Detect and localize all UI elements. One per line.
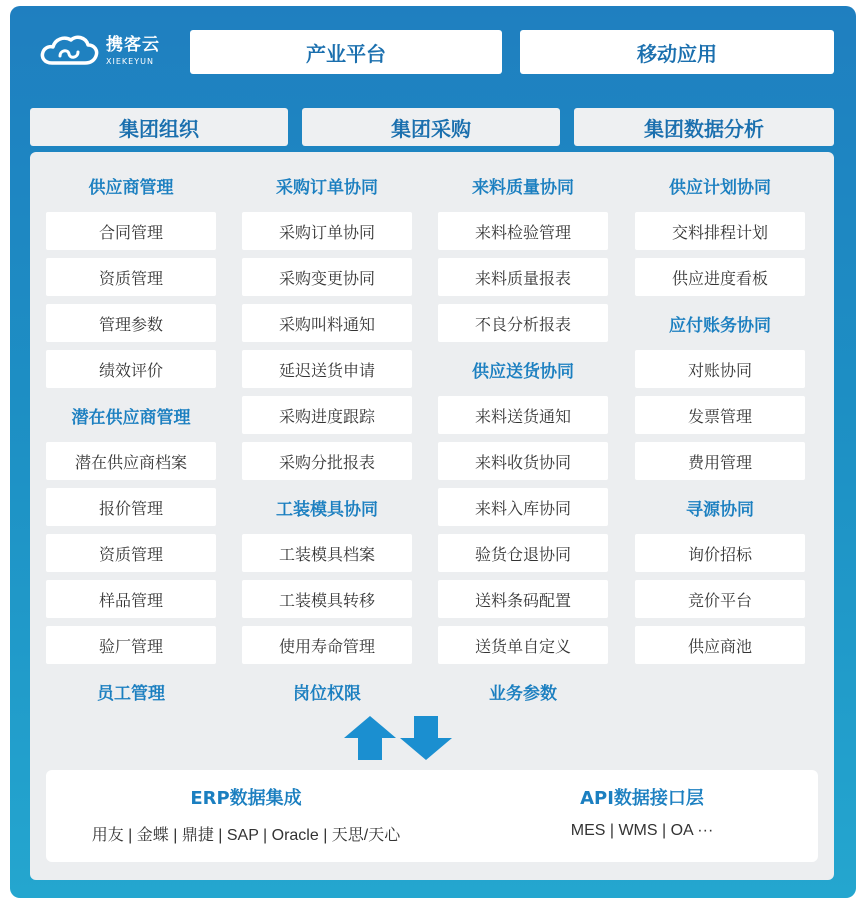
logo-name: 携客云 — [106, 34, 160, 55]
module-heading: 来料质量协同 — [472, 177, 574, 198]
module-item[interactable]: 询价招标 — [635, 534, 805, 572]
module-heading: 供应商管理 — [88, 177, 174, 198]
module-item[interactable]: 送料条码配置 — [438, 580, 608, 618]
module-item[interactable]: 采购进度跟踪 — [242, 396, 412, 434]
module-item[interactable]: 工装模具档案 — [242, 534, 412, 572]
module-heading: 岗位权限 — [293, 683, 361, 704]
module-item[interactable]: 对账协同 — [635, 350, 805, 388]
module-item[interactable]: 工装模具转移 — [242, 580, 412, 618]
module-item[interactable]: 采购分批报表 — [242, 442, 412, 480]
api-systems-list: MES | WMS | OA ··· — [570, 822, 714, 839]
erp-systems-list: 用友 | 金蝶 | 鼎捷 | SAP | Oracle | 天思/天心 — [91, 827, 401, 844]
module-item[interactable]: 发票管理 — [635, 396, 805, 434]
module-heading: 寻源协同 — [686, 499, 754, 520]
module-heading: 供应送货协同 — [472, 361, 574, 382]
module-item[interactable]: 验货仓退协同 — [438, 534, 608, 572]
group-data-analysis-button[interactable]: 集团数据分析 — [574, 108, 834, 146]
module-item[interactable]: 管理参数 — [46, 304, 216, 342]
cloud-logo-icon — [38, 32, 100, 70]
module-item[interactable]: 来料检验管理 — [438, 212, 608, 250]
group-procurement-button[interactable]: 集团采购 — [302, 108, 560, 146]
module-heading: 业务参数 — [489, 683, 557, 704]
module-column — [438, 166, 608, 718]
up-arrow-icon — [344, 716, 396, 760]
module-item[interactable]: 采购订单协同 — [242, 212, 412, 250]
module-item[interactable]: 使用寿命管理 — [242, 626, 412, 664]
module-heading: 供应计划协同 — [669, 177, 771, 198]
module-item[interactable]: 报价管理 — [46, 488, 216, 526]
module-item[interactable]: 来料入库协同 — [438, 488, 608, 526]
mobile-app-button[interactable]: 移动应用 — [520, 30, 834, 74]
api-layer-title: API数据接口层 — [580, 788, 704, 809]
logo-subtitle: XIEKEYUN — [106, 56, 154, 66]
module-column — [242, 166, 412, 718]
logo — [38, 26, 188, 76]
module-item[interactable]: 潜在供应商档案 — [46, 442, 216, 480]
module-item[interactable]: 延迟送货申请 — [242, 350, 412, 388]
module-item[interactable]: 资质管理 — [46, 258, 216, 296]
module-item[interactable]: 来料质量报表 — [438, 258, 608, 296]
module-heading: 采购订单协同 — [276, 177, 378, 198]
integration-panel — [46, 770, 818, 862]
module-item[interactable]: 供应进度看板 — [635, 258, 805, 296]
module-item[interactable]: 验厂管理 — [46, 626, 216, 664]
module-item[interactable]: 交料排程计划 — [635, 212, 805, 250]
module-item[interactable]: 资质管理 — [46, 534, 216, 572]
module-heading: 潜在供应商管理 — [71, 407, 191, 428]
module-heading: 员工管理 — [97, 683, 165, 704]
down-arrow-icon — [400, 716, 452, 760]
module-item[interactable]: 费用管理 — [635, 442, 805, 480]
module-item[interactable]: 送货单自定义 — [438, 626, 608, 664]
module-item[interactable]: 采购变更协同 — [242, 258, 412, 296]
module-item[interactable]: 不良分析报表 — [438, 304, 608, 342]
module-heading: 工装模具协同 — [276, 499, 378, 520]
module-item[interactable]: 来料收货协同 — [438, 442, 608, 480]
sync-arrows — [336, 714, 456, 762]
module-item[interactable]: 采购叫料通知 — [242, 304, 412, 342]
module-item[interactable]: 来料送货通知 — [438, 396, 608, 434]
module-heading: 应付账务协同 — [669, 315, 771, 336]
module-item[interactable]: 合同管理 — [46, 212, 216, 250]
group-organization-button[interactable]: 集团组织 — [30, 108, 288, 146]
module-item[interactable]: 绩效评价 — [46, 350, 216, 388]
module-column — [46, 166, 216, 718]
module-column — [635, 166, 805, 672]
erp-integration-title: ERP数据集成 — [190, 788, 302, 809]
industry-platform-button[interactable]: 产业平台 — [190, 30, 502, 74]
module-item[interactable]: 竞价平台 — [635, 580, 805, 618]
module-item[interactable]: 样品管理 — [46, 580, 216, 618]
module-item[interactable]: 供应商池 — [635, 626, 805, 664]
